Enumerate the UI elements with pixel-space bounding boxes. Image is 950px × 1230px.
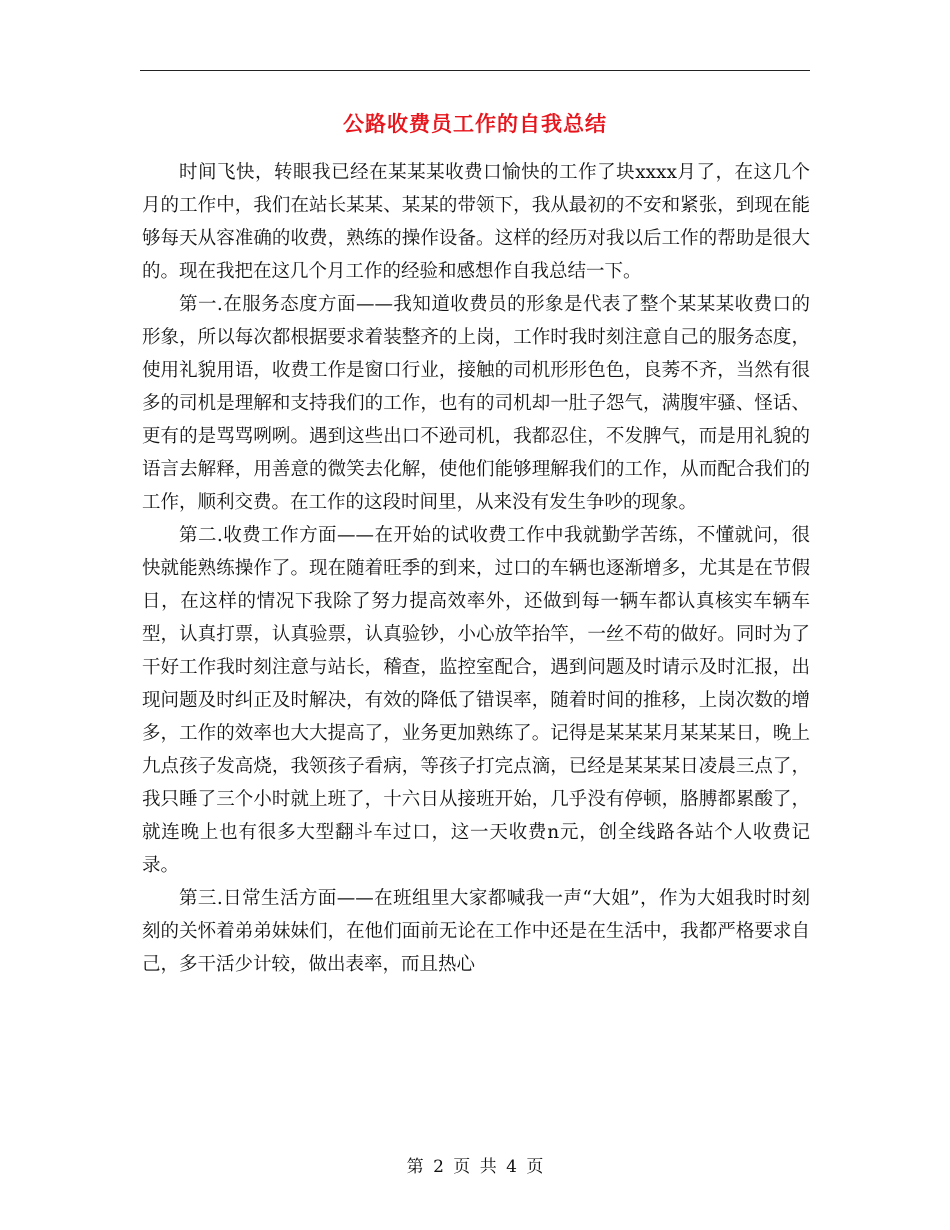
paragraph-service-attitude: 第一.在服务态度方面——我知道收费员的形象是代表了整个某某某收费口的形象，所以每次都根据要求着装整齐的上岗，工作时我时刻注意自己的服务态度，使用礼貌用语，收费工作是窗口行业，接触的司机形形色色，良莠不齐，当然有很多的司机是理解和支持我们的工作，也有的司机却一肚子怨气，满腹牢骚、怪话、更有的是骂骂咧咧。遇到这些出口不逊司机，我都忍住，不发脾气，而是用礼貌的语言去解释，用善意的微笑去化解，使他们能够理解我们的工作，从而配合我们的工作，顺利交费。在工作的这段时间里，从来没有发生争吵的现象。 bbox=[142, 294, 810, 513]
paragraph-daily-life: 第三.日常生活方面——在班组里大家都喊我一声“大姐”，作为大姐我时时刻刻的关怀着弟弟妹妹们，在他们面前无论在工作中还是在生活中，我都严格要求自己，多干活少计较，做出表率，而且热心 bbox=[142, 888, 810, 975]
paragraph-intro: 时间飞快，转眼我已经在某某某收费口愉快的工作了块xxxx月了，在这几个月的工作中，我们在站长某某、某某的带领下，我从最初的不安和紧张，到现在能够每天从容准确的收费，熟练的操作设备。这样的经历对我以后工作的帮助是很大的。现在我把在这几个月工作的经验和感想作自我总结一下。 bbox=[142, 162, 810, 282]
document-body bbox=[142, 156, 810, 981]
paragraph-toll-work: 第二.收费工作方面——在开始的试收费工作中我就勤学苦练，不懂就问，很快就能熟练操作了。现在随着旺季的到来，过口的车辆也逐渐增多，尤其是在节假日，在这样的情况下我除了努力提高效率外，还做到每一辆车都认真核实车辆车型，认真打票，认真验票，认真验钞，小心放竿抬竿，一丝不苟的做好。同时为了干好工作我时刻注意与站长，稽查，监控室配合，遇到问题及时请示及时汇报，出现问题及时纠正及时解决，有效的降低了错误率，随着时间的推移，上岗次数的增多，工作的效率也大大提高了，业务更加熟练了。记得是某某某月某某某日，晚上九点孩子发高烧，我领孩子看病，等孩子打完点滴，已经是某某某日凌晨三点了，我只睡了三个小时就上班了，十六日从接班开始，几乎没有停顿，胳膊都累酸了，就连晚上也有很多大型翻斗车过口，这一天收费n元，创全线路各站个人收费记录。 bbox=[142, 525, 810, 876]
page-number: 第 2 页 共 4 页 bbox=[406, 1157, 544, 1177]
document-title: 公路收费员工作的自我总结 bbox=[343, 111, 607, 136]
header-rule bbox=[140, 70, 810, 71]
